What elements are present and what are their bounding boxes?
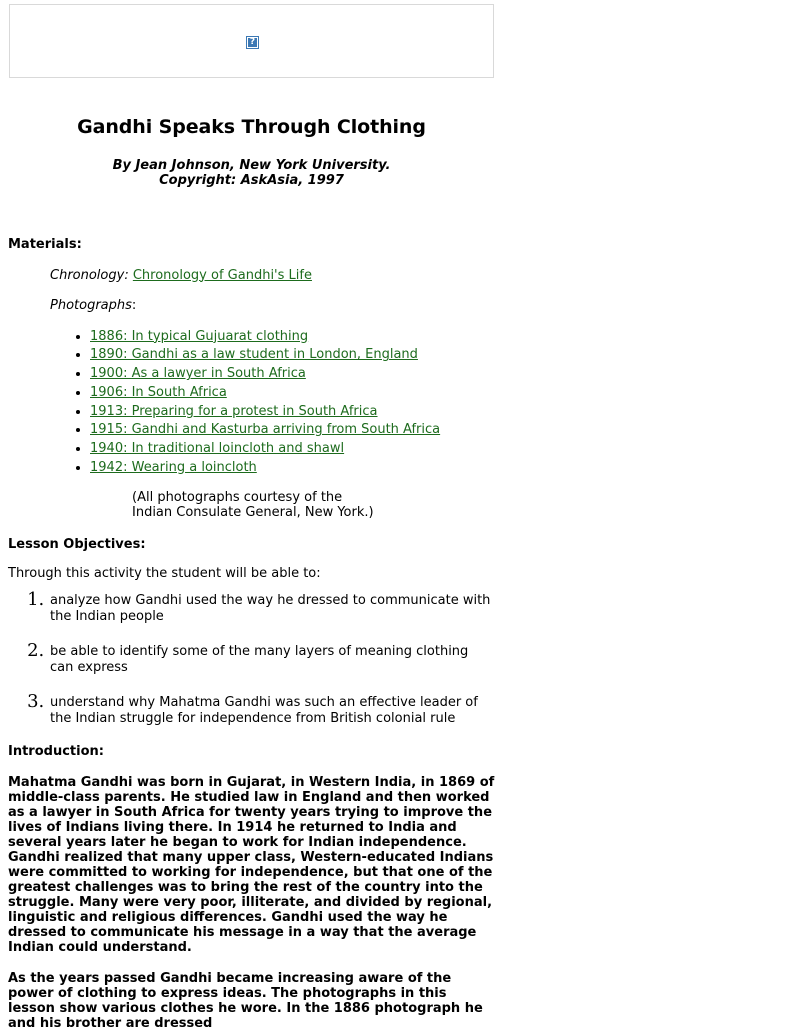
materials-body — [50, 268, 495, 521]
list-item — [90, 384, 495, 403]
broken-image-icon: ? — [247, 37, 258, 48]
list-item — [50, 592, 495, 626]
photograph-link-list — [50, 328, 495, 478]
photo-credit-note: (All photographs courtesy of the Indian Consulate General, New York.) — [132, 490, 374, 521]
introduction-paragraph-2: As the years passed Gandhi became increasing aware of the power of clothing to express ideas. The photographs in this lesson show various clothes he wore. In the 1886 photograph he and his brother are dressed — [8, 971, 483, 1031]
objectives-intro-text: Through this activity the student will be able to: — [8, 566, 321, 582]
photo-link[interactable]: 1900: As a lawyer in South Africa — [90, 366, 306, 382]
photo-link[interactable]: 1913: Preparing for a protest in South Africa — [90, 403, 378, 419]
photographs-row — [50, 298, 495, 313]
list-item — [90, 459, 495, 478]
photographs-label: Photographs — [50, 297, 132, 313]
photo-link[interactable]: 1906: In South Africa — [90, 384, 227, 400]
list-item — [90, 440, 495, 459]
materials-heading: Materials: — [8, 236, 82, 252]
spacer — [8, 520, 495, 537]
list-item — [90, 365, 495, 384]
photo-link[interactable]: 1915: Gandhi and Kasturba arriving from South Africa — [90, 422, 441, 438]
introduction-heading: Introduction: — [8, 744, 104, 760]
chronology-link[interactable]: Chronology of Gandhi's Life — [132, 267, 312, 283]
photo-link[interactable]: 1942: Wearing a loincloth — [90, 459, 257, 475]
objective-text: 3. understand why Mahatma Gandhi was such an effective leader of the Indian struggle for independence from British colonial rule — [50, 695, 478, 727]
byline-author: By Jean Johnson, New York University. — [112, 157, 391, 173]
objective-text: 2. be able to identify some of the many layers of meaning clothing can express — [50, 644, 469, 676]
introduction-paragraph-1: Mahatma Gandhi was born in Gujarat, in Western India, in 1869 of middle-class parents. He studied law in England and then worked as a lawyer in South Africa for twenty years trying to improve the lives of Indians living there. In 1914 he returned to India and several years later he began to work for Indian independence. Gandhi realized that many upper class, Western-educated Indians were committed to working for independence, but that one of the greatest challenges was to bring the rest of the country into the struggle. Many were very poor, illiterate, and divided by regional, linguistic and religious differences. Gandhi used the way he dressed to communicate his message in a way that the average Indian could understand. — [8, 775, 495, 956]
byline-copyright: Copyright: AskAsia, 1997 — [159, 172, 344, 188]
list-item — [90, 421, 495, 440]
objective-text: 1. analyze how Gandhi used the way he dressed to communicate with the Indian people — [50, 593, 491, 625]
header-image-placeholder — [9, 4, 494, 78]
photographs-colon: : — [131, 297, 137, 313]
objectives-list — [8, 592, 495, 728]
list-item — [90, 346, 495, 365]
photo-link[interactable]: 1940: In traditional loincloth and shawl — [90, 440, 345, 456]
spacer — [8, 728, 495, 744]
chronology-label: Chronology: — [50, 267, 129, 283]
spacer — [8, 188, 495, 237]
chronology-row — [50, 268, 495, 283]
list-item — [90, 403, 495, 422]
photo-link[interactable]: 1886: In typical Gujuarat clothing — [90, 328, 309, 344]
lesson-objectives-heading: Lesson Objectives: — [8, 537, 146, 553]
page-title: Gandhi Speaks Through Clothing — [77, 116, 426, 138]
list-item — [50, 643, 495, 677]
list-item — [90, 328, 495, 347]
photo-link[interactable]: 1890: Gandhi as a law student in London, England — [90, 347, 418, 363]
document-content — [8, 88, 495, 1031]
byline — [8, 158, 495, 188]
list-item — [50, 694, 495, 728]
